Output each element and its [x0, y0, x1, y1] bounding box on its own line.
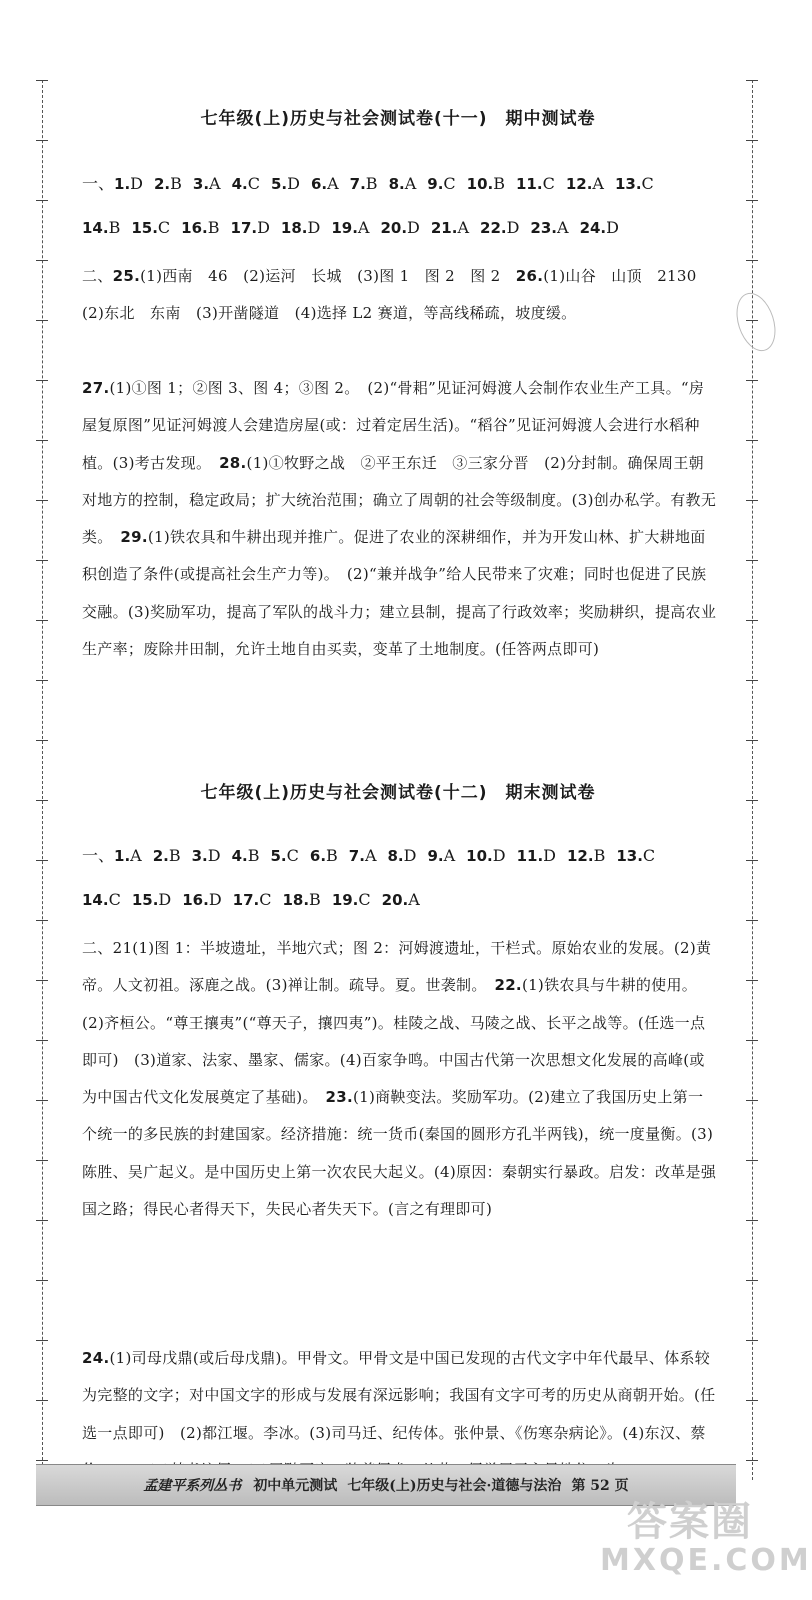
answer-letter: B: [207, 218, 220, 237]
question-number: 25.: [112, 267, 141, 285]
answer-letter: C: [358, 890, 371, 909]
left-rule-ticks: [36, 80, 48, 1480]
question-number: 18.: [282, 891, 310, 909]
answer-letter: C: [259, 890, 272, 909]
rule-tick: [36, 1220, 48, 1221]
mc-answer-item: [382, 890, 420, 909]
question-number: 15.: [131, 219, 158, 237]
mc-answer-item: [516, 174, 555, 193]
rule-tick: [746, 1340, 758, 1341]
section-title-main: 七年级(上)历史与社会测试卷(十一): [200, 109, 488, 129]
rule-tick: [746, 140, 758, 141]
answer-letter: A: [327, 174, 339, 193]
rule-tick: [36, 80, 48, 81]
rule-tick: [36, 200, 48, 201]
question-number: 28.: [219, 453, 247, 472]
section-title-final: [82, 778, 714, 803]
answer-letter: B: [593, 846, 606, 865]
mc-answer-item: [616, 846, 655, 865]
rule-tick: [36, 860, 48, 861]
question-number: 15.: [131, 891, 159, 909]
rule-tick: [746, 560, 758, 561]
rule-tick: [746, 200, 758, 201]
question-number: 3.: [191, 847, 208, 865]
rule-tick: [746, 980, 758, 981]
question-number: 7.: [349, 175, 366, 193]
rule-tick: [746, 920, 758, 921]
mc-answer-item: [427, 174, 455, 193]
answer-letter: D: [403, 846, 417, 865]
answer-letter: A: [357, 218, 370, 237]
answer-letter: D: [287, 174, 300, 193]
mc-answers-row-2: [82, 218, 722, 238]
rule-tick: [36, 560, 48, 561]
answer-letter: B: [170, 174, 182, 193]
mc-answer-item: [131, 218, 170, 237]
section-title-main: 七年级(上)历史与社会测试卷(十二): [200, 783, 488, 803]
mc-answer-item: [311, 174, 339, 193]
question-number: 9.: [427, 175, 444, 193]
question-number: 8.: [388, 175, 405, 193]
question-number: 1.: [114, 847, 131, 865]
answer-letter: B: [365, 174, 378, 193]
question-number: 21.: [430, 219, 458, 237]
question-number: 10.: [466, 175, 494, 193]
question-number: 11.: [516, 175, 543, 193]
rule-tick: [36, 740, 48, 741]
mc-answer-item: [567, 846, 605, 865]
question-number: 16.: [182, 891, 209, 909]
rule-tick: [746, 1400, 758, 1401]
mc-answer-item: [82, 218, 120, 237]
answer-letter: C: [286, 846, 299, 865]
rule-tick: [36, 920, 48, 921]
mc-answer-item: [566, 174, 604, 193]
question-number: 8.: [387, 847, 404, 865]
answer-letter: A: [408, 890, 420, 909]
watermark-text-en: MXQE.COM: [600, 1543, 812, 1578]
question-number: 19.: [331, 891, 359, 909]
question-number: 13.: [616, 847, 643, 865]
question-number: 1.: [114, 175, 131, 193]
answer-letter: C: [247, 174, 260, 193]
answer-letter: A: [557, 218, 569, 237]
answer-letter: A: [457, 218, 470, 237]
mc-answer-item: [580, 218, 619, 237]
question-number: 7.: [348, 847, 365, 865]
answer-letter: D: [492, 846, 506, 865]
question-number: 4.: [231, 175, 248, 193]
mc-answer-item: [233, 890, 272, 909]
rule-tick: [36, 260, 48, 261]
question-number: 13.: [614, 175, 642, 193]
question-number: 6.: [309, 847, 327, 865]
rule-tick: [746, 1160, 758, 1161]
rule-tick: [746, 1040, 758, 1041]
mc-answers-row-1: [82, 174, 722, 194]
mc-answer-item: [182, 890, 221, 909]
answer-letter: A: [443, 846, 456, 865]
answer-letter: A: [404, 174, 417, 193]
answer-letter: D: [208, 890, 222, 909]
answer-letter: A: [364, 846, 377, 865]
question-number: 2.: [153, 175, 171, 193]
answer-paragraph-27-29: 27.(1)①图 1；②图 3、图 4；③图 2。 (2)“骨耜”见证河姆渡人会制作农业生产工具。“房屋复原图”见证河姆渡人会建造房屋(或：过着定居生活)。“稻谷”见证河姆渡人会进行水稻种植。(3)考古发现。 28.(1)①牧野之战 ②平王东迁 ③三家分晋 (2)分封制。确保周王朝对地方的控制，稳定政局；扩大统治范围；确立了周朝的社会等级制度。(3)创办私学。有教无类。 29.(1)铁农具和牛耕出现并推广。促进了农业的深耕细作，并为开发山林、扩大耕地面积创造了条件(或提高社会生产力等)。 (2)“兼并战争”给人民带来了灾难；同时也促进了民族交融。(3)奖励军功，提高了军队的战斗力；建立县制，提高了行政效率；奖励耕织，提高农业生产率；废除井田制，允许土地自由买卖，变革了土地制度。(任答两点即可): [82, 379, 717, 659]
answer-letter: A: [592, 174, 604, 193]
mc-answers-row-1: [82, 846, 722, 866]
mc-answer-item: [380, 218, 419, 237]
question-number: 17.: [230, 219, 258, 237]
rule-tick: [746, 380, 758, 381]
question-number: 20.: [381, 891, 409, 909]
answer-letter: C: [157, 218, 171, 237]
footer-page-number: 第 52 页: [571, 1478, 629, 1494]
question-number: 18.: [280, 219, 308, 237]
mc-answer-item: [281, 218, 320, 237]
mc-intro: 一、: [82, 846, 115, 865]
question-number: 19.: [331, 219, 358, 237]
answer-letter: C: [542, 174, 555, 193]
answer-letter: D: [543, 846, 556, 865]
rule-tick: [746, 800, 758, 801]
answer-letter: D: [257, 218, 270, 237]
rule-tick: [746, 80, 758, 81]
answer-paragraph-21-23: 二、21(1)图 1：半坡遗址，半地穴式；图 2：河姆渡遗址，干栏式。原始农业的发展。(2)黄帝。人文初祖。涿鹿之战。(3)禅让制。疏导。夏。世袭制。 22.(1)铁农具与牛耕的使用。(2)齐桓公。“尊王攘夷”(“尊天子，攘四夷”)。桂陵之战、马陵之战、长平之战等。(任选一点即可) (3)道家、法家、墨家、儒家。(4)百家争鸣。中国古代第一次思想文化发展的高峰(或为中国古代文化发展奠定了基础)。 23.(1)商鞅变法。奖励军功。(2)建立了我国历史上第一个统一的多民族的封建国家。经济措施：统一货币(秦国的圆形方孔半两钱)，统一度量衡。(3)陈胜、吴广起义。是中国历史上第一次农民大起义。(4)原因：秦朝实行暴政。启发：改革是强国之路；得民心者得天下，失民心者失天下。(言之有理即可): [82, 939, 717, 1219]
mc-answer-item: [349, 846, 377, 865]
answer-letter: D: [207, 846, 221, 865]
mc-answer-item: [467, 174, 505, 193]
question-number: 11.: [516, 847, 544, 865]
section-title-sub: 期中测试卷: [505, 109, 596, 129]
rule-tick: [746, 680, 758, 681]
mc-answer-item: [331, 218, 369, 237]
question-number: 14.: [82, 891, 109, 909]
rule-tick: [36, 380, 48, 381]
mc-answer-item: [389, 174, 417, 193]
watermark-text-cn: 答案圈: [627, 1499, 753, 1545]
question-number: 20.: [380, 219, 408, 237]
mc-answer-item: [153, 846, 181, 865]
mc-answer-item: [154, 174, 182, 193]
answer-letter: D: [407, 218, 420, 237]
rule-tick: [36, 1400, 48, 1401]
mc-answer-item: [517, 846, 556, 865]
rule-tick: [36, 620, 48, 621]
rule-tick: [746, 1100, 758, 1101]
answer-paragraph-25-26: 二、25.(1)西南 46 (2)运河 长城 (3)图 1 图 2 图 2 26.(1)山谷 山顶 2130 (2)东北 东南 (3)开凿隧道 (4)选择 L2 赛道，等高线稀疏，坡度缓。: [82, 267, 712, 323]
mc-answer-item: [350, 174, 378, 193]
question-number: 27.: [82, 379, 110, 397]
rule-tick: [36, 1040, 48, 1041]
mc-answer-item: [82, 890, 121, 909]
question-number: 24.: [82, 1349, 110, 1367]
mc-answer-item: [271, 174, 300, 193]
rule-tick: [36, 320, 48, 321]
footer-book: 初中单元测试: [253, 1478, 338, 1494]
mc-answer-item: [332, 890, 371, 909]
answer-letter: B: [168, 846, 181, 865]
mc-answer-item: [282, 890, 320, 909]
answer-letter: D: [606, 218, 619, 237]
mc-answer-item: [181, 218, 219, 237]
answer-letter: D: [506, 218, 520, 237]
rule-tick: [36, 980, 48, 981]
answer-letter: C: [108, 890, 121, 909]
rule-tick: [36, 800, 48, 801]
rule-tick: [36, 140, 48, 141]
rule-tick: [36, 440, 48, 441]
question-number: 24.: [579, 219, 607, 237]
question-number: 22.: [494, 976, 522, 995]
footer-grade-subject: 七年级(上)历史与社会·道德与法治: [347, 1478, 562, 1494]
rule-tick: [746, 260, 758, 261]
answer-paragraph-24-25: 24.(1)司母戊鼎(或后母戊鼎)。甲骨文。甲骨文是中国已发现的古代文字中年代最早、体系较为完整的文字；对中国文字的形成与发展有深远影响；我国有文字可考的历史从商朝开始。(任选一点即可) (2)都江堰。李冰。(3)司马迁、纪传体。张仲景、《伤寒杂病论》。(4)东汉、蔡: [82, 1340, 718, 1489]
mc-answers-row-2: [82, 890, 722, 910]
answer-letter: D: [307, 218, 321, 237]
question-number: 14.: [82, 219, 109, 237]
question-number: 29.: [120, 528, 148, 547]
mc-answer-item: [427, 846, 455, 865]
mc-answer-item: [193, 174, 221, 193]
question-number: 6.: [310, 175, 328, 193]
question-number: 26.: [515, 267, 544, 285]
watermark-logo: [600, 1499, 812, 1590]
mc-answer-item: [232, 174, 260, 193]
question-number: 5.: [270, 175, 288, 193]
question-number: 10.: [466, 847, 493, 865]
question-number: 23.: [325, 1088, 353, 1107]
answer-letter: B: [247, 846, 260, 865]
footer-series: 孟建平系列丛书: [143, 1478, 242, 1494]
rule-tick: [746, 500, 758, 501]
rule-tick: [36, 1160, 48, 1161]
mc-answer-item: [431, 218, 469, 237]
mc-answer-item: [271, 846, 299, 865]
section-title-midterm: [82, 104, 714, 129]
question-number: 16.: [181, 219, 208, 237]
rule-tick: [746, 740, 758, 741]
answer-letter: B: [493, 174, 505, 193]
question-number: 12.: [565, 175, 593, 193]
question-number: 3.: [192, 175, 210, 193]
mc-answer-item: [132, 890, 171, 909]
question-number: 2.: [152, 847, 169, 865]
mc-answer-item: [615, 174, 654, 193]
rule-tick: [746, 1460, 758, 1461]
rule-tick: [36, 1460, 48, 1461]
rule-tick: [746, 860, 758, 861]
answer-letter: C: [641, 174, 654, 193]
rule-tick: [36, 1280, 48, 1281]
rule-tick: [36, 1100, 48, 1101]
right-rule-ticks: [746, 80, 758, 1480]
question-number: 9.: [427, 847, 444, 865]
rule-tick: [746, 1280, 758, 1281]
corner-stamp-mark: [730, 288, 783, 356]
mc-answer-item: [480, 218, 519, 237]
answer-letter: B: [326, 846, 338, 865]
question-number: 23.: [530, 219, 557, 237]
mc-answer-item: [192, 846, 221, 865]
mc-answer-item: [466, 846, 505, 865]
section-title-sub: 期末测试卷: [505, 783, 596, 803]
mc-answer-item: [231, 218, 270, 237]
rule-tick: [36, 680, 48, 681]
answer-letter: C: [642, 846, 656, 865]
rule-tick: [36, 500, 48, 501]
answer-letter: D: [158, 890, 172, 909]
question-number: 5.: [270, 847, 287, 865]
mc-answer-item: [388, 846, 417, 865]
mc-answer-item: [232, 846, 260, 865]
answer-letter: B: [309, 890, 321, 909]
mc-answer-item: [310, 846, 338, 865]
answer-letter: A: [130, 846, 142, 865]
question-number: 4.: [231, 847, 248, 865]
rule-tick: [36, 1340, 48, 1341]
question-number: 17.: [232, 891, 260, 909]
mc-intro: 一、: [82, 174, 115, 193]
rule-tick: [746, 620, 758, 621]
rule-tick: [746, 1220, 758, 1221]
answer-letter: D: [130, 174, 143, 193]
mc-answer-item: [530, 218, 568, 237]
mc-answer-item: [114, 846, 142, 865]
answer-letter: C: [443, 174, 456, 193]
answer-letter: B: [108, 218, 121, 237]
question-number: 22.: [480, 219, 507, 237]
question-number: 12.: [566, 847, 594, 865]
answer-letter: A: [209, 174, 221, 193]
mc-answer-item: [114, 174, 143, 193]
rule-tick: [746, 440, 758, 441]
